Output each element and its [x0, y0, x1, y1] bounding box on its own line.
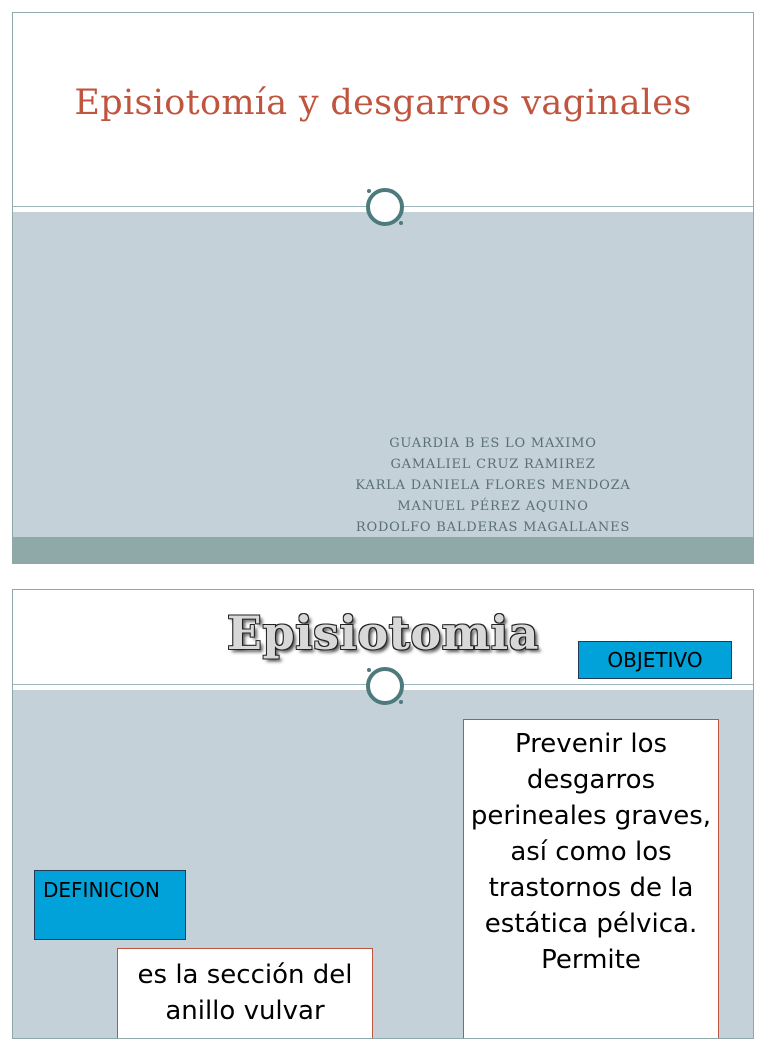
slide-title: Episiotomia [226, 606, 540, 660]
author-list [333, 433, 653, 538]
content-area [13, 212, 753, 539]
ring-ornament-icon [366, 667, 404, 705]
episiotomia-slide [12, 589, 754, 1039]
objective-text-box: Prevenir los desgarros perineales graves, así como los trastornos de la estática pélvica. Permite [463, 719, 719, 1039]
author-name: RODOLFO BALDERAS MAGALLANES [355, 520, 631, 535]
definition-text-box: es la sección del anillo vulvar [117, 948, 373, 1039]
author-name: KARLA DANIELA FLORES MENDOZA [355, 478, 631, 493]
objective-tag: OBJETIVO [578, 641, 732, 679]
footer-band [13, 537, 753, 563]
presentation-title: Episiotomía y desgarros vaginales [74, 83, 692, 123]
author-name: GUARDIA B ES LO MAXIMO [389, 436, 597, 451]
author-name: GAMALIEL CRUZ RAMIREZ [390, 457, 596, 472]
title-slide [12, 12, 754, 564]
author-name: MANUEL PÉREZ AQUINO [397, 499, 589, 514]
definition-tag: DEFINICION [34, 870, 186, 940]
title-area [13, 13, 753, 206]
ring-ornament-icon [366, 188, 404, 226]
